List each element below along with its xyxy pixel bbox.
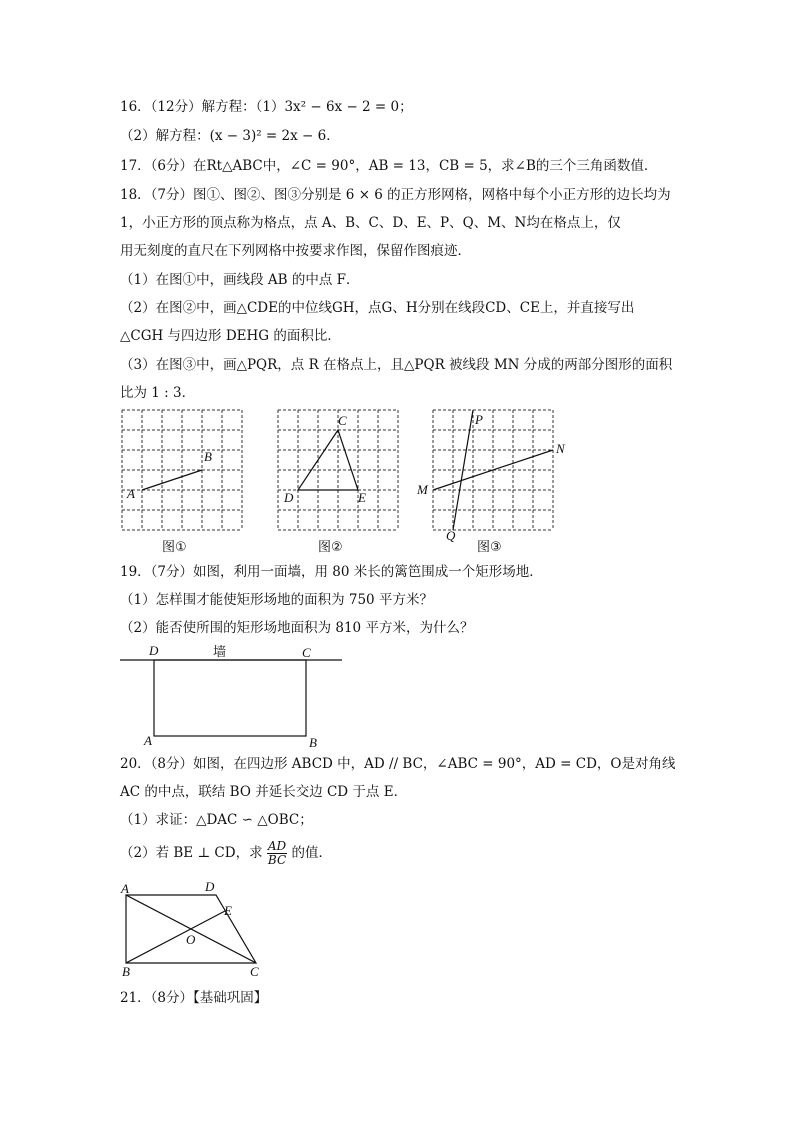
figure-3-grid: [433, 410, 553, 530]
q18-line-6: △CGH 与四边形 DEHG 的面积比．: [120, 328, 341, 344]
q19-label-d: D: [149, 643, 159, 658]
q16-line-1: 16．（12分）解方程：（1）3x² − 6x − 2 = 0；: [120, 99, 413, 115]
q20-label-b: B: [122, 964, 130, 979]
q18-line-7: （3）在图③中，画△PQR，点 R 在格点上，且△PQR 被线段 MN 分成的两部分图形的面积: [120, 357, 673, 373]
fig1-caption: 图①: [162, 540, 187, 555]
fig1-label-a: A: [127, 486, 135, 501]
q19-label-c: C: [302, 645, 311, 660]
q20-line-4: [120, 840, 332, 867]
fig3-label-m: M: [417, 482, 428, 497]
fig1-label-b: B: [204, 449, 212, 464]
q20-line-4-pre: （2）若 BE ⊥ CD，求: [120, 845, 263, 861]
fraction-denominator: BC: [267, 853, 287, 867]
triangle-cde: [298, 430, 358, 490]
fig2-label-e: E: [358, 490, 366, 505]
q20-label-c: C: [250, 964, 259, 979]
q20-figure: [120, 885, 270, 975]
q20-line-1: 20．（8分）如图，在四边形 ABCD 中，AD // BC，∠ABC = 90°，AD = CD，O是对角线: [120, 756, 676, 772]
fig3-label-q: Q: [446, 528, 456, 543]
fraction-ad-bc: [267, 840, 287, 867]
q18-line-4: （1）在图①中，画线段 AB 的中点 F．: [120, 272, 360, 288]
fig3-caption: 图③: [477, 540, 502, 555]
q18-line-5: （2）在图②中，画△CDE的中位线GH，点G、H分别在线段CD、CE上，并直接写出: [120, 300, 635, 316]
fig2-label-d: D: [284, 490, 294, 505]
figure-1-grid: [122, 410, 242, 530]
q18-line-1: 18．（7分）图①、图②、图③分别是 6 × 6 的正方形网格，网格中每个小正方形的边长均为: [120, 187, 671, 203]
fig2-caption: 图②: [318, 540, 343, 555]
fig3-label-n: N: [556, 441, 565, 456]
q16-line-2: （2）解方程：(x − 3)² = 2x − 6．: [120, 128, 340, 144]
q19-label-a: A: [144, 733, 152, 748]
segment-be: [126, 911, 225, 963]
q20-label-a: A: [121, 881, 129, 896]
fig2-label-c: C: [338, 413, 347, 428]
q18-line-2: 1，小正方形的顶点称为格点，点 A、B、C、D、E、P、Q、M、N均在格点上，仅: [120, 215, 621, 231]
q20-label-o: O: [186, 932, 196, 947]
q21-line-1: 21．（8分）【基础巩固】: [120, 990, 268, 1006]
q20-label-d: D: [205, 879, 215, 894]
q20-label-e: E: [224, 903, 232, 918]
q19-label-wall: 墙: [213, 645, 227, 660]
q19-line-1: 19．（7分）如图，利用一面墙，用 80 米长的篱笆围成一个矩形场地．: [120, 564, 543, 580]
q18-line-8: 比为 1 : 3．: [120, 385, 196, 401]
q18-line-3: 用无刻度的直尺在下列网格中按要求作图，保留作图痕迹．: [120, 243, 471, 259]
q19-line-2: （1）怎样围才能使矩形场地的面积为 750 平方米？: [120, 592, 433, 608]
q19-label-b: B: [309, 735, 317, 750]
q17-line-1: 17．（6分）在Rt△ABC中，∠C = 90°，AB = 13，CB = 5，求∠B的三个三角函数值．: [120, 158, 658, 174]
segment-ab: [142, 470, 202, 490]
fig3-label-p: P: [475, 412, 483, 427]
fraction-numerator: AD: [267, 839, 287, 853]
q19-line-3: （2）能否使所围的矩形场地面积为 810 平方米，为什么？: [120, 620, 474, 636]
q20-line-3: （1）求证：△DAC ∽ △OBC；: [120, 812, 313, 828]
q20-line-2: AC 的中点，联结 BO 并延长交边 CD 于点 E．: [120, 784, 408, 800]
q20-line-4-post: 的值．: [291, 845, 332, 861]
rectangle-field: [154, 660, 306, 736]
